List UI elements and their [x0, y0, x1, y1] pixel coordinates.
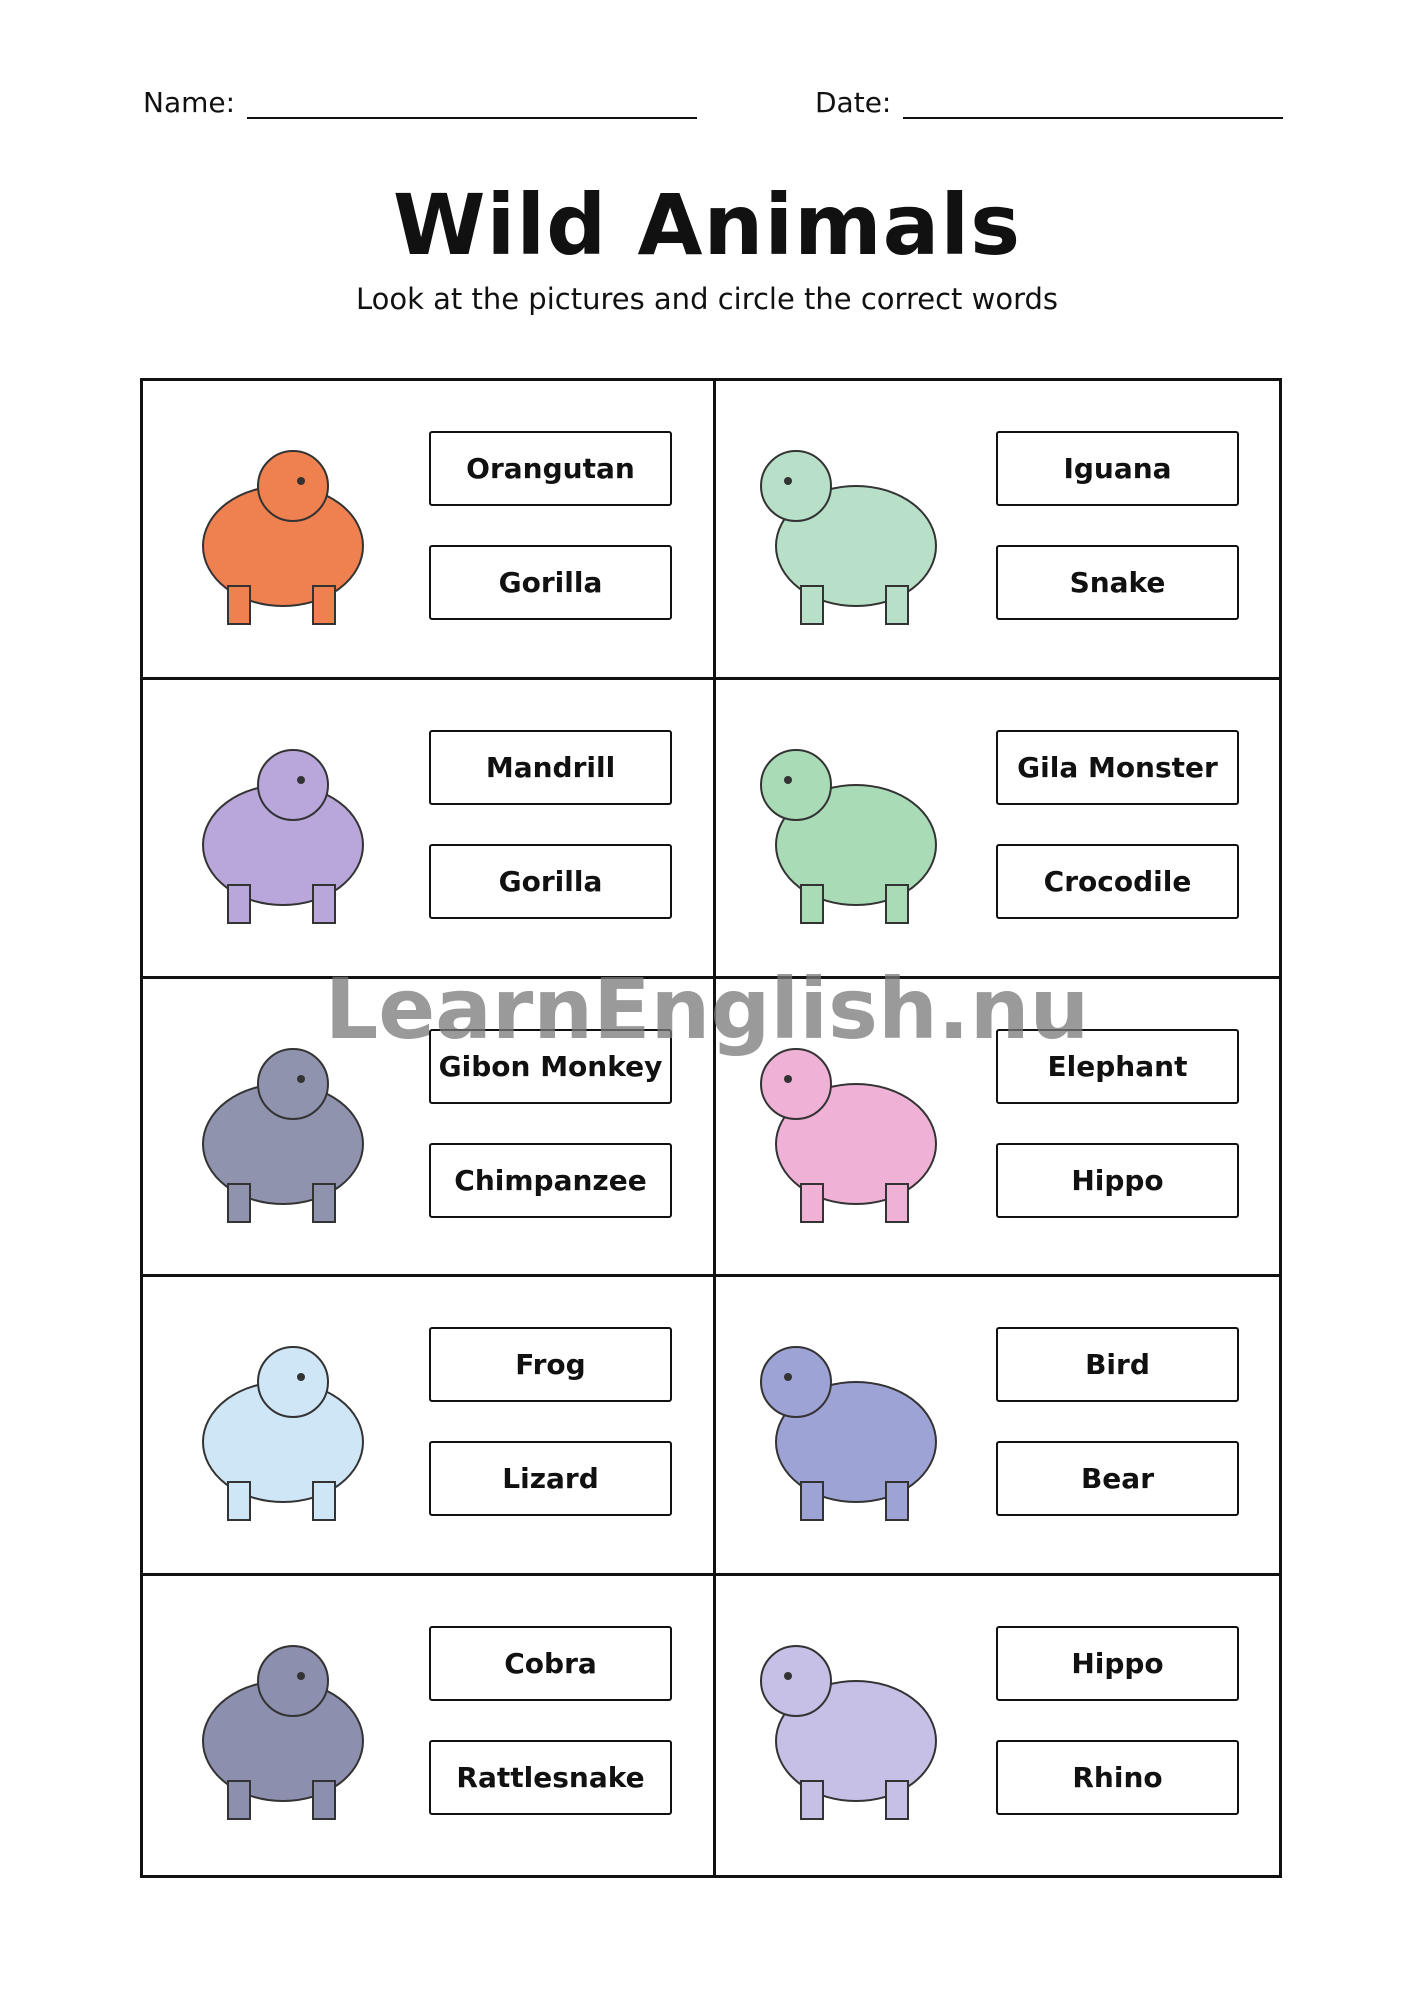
option-button[interactable]: Gorilla — [429, 545, 672, 620]
animal-cell-cobra — [143, 1576, 716, 1875]
option-button[interactable]: Cobra — [429, 1626, 672, 1701]
animal-cell-frog — [143, 1277, 716, 1576]
date-line[interactable] — [903, 87, 1283, 119]
option-button[interactable]: Mandrill — [429, 730, 672, 805]
rhino-icon — [756, 1616, 956, 1826]
watermark: LearnEnglish.nu — [324, 960, 1090, 1058]
snake-icon — [756, 421, 956, 631]
name-label: Name: — [143, 86, 236, 119]
chimpanzee-icon — [183, 1019, 383, 1229]
date-field[interactable] — [815, 86, 1283, 119]
option-button[interactable]: Crocodile — [996, 844, 1239, 919]
option-button[interactable]: Gila Monster — [996, 730, 1239, 805]
animal-cell-snake — [716, 381, 1279, 680]
option-button[interactable]: Rhino — [996, 1740, 1239, 1815]
instructions: Look at the pictures and circle the correct words — [355, 282, 1059, 316]
orangutan-icon — [183, 421, 383, 631]
animal-cell-chimpanzee — [143, 979, 716, 1278]
bear-icon — [756, 1317, 956, 1527]
elephant-icon — [756, 1019, 956, 1229]
cobra-icon — [183, 1616, 383, 1826]
option-button[interactable]: Iguana — [996, 431, 1239, 506]
animal-cell-bear — [716, 1277, 1279, 1576]
animal-cell-orangutan — [143, 381, 716, 680]
option-button[interactable]: Rattlesnake — [429, 1740, 672, 1815]
date-label: Date: — [815, 86, 892, 119]
animal-cell-rhino — [716, 1576, 1279, 1875]
option-button[interactable]: Lizard — [429, 1441, 672, 1516]
animal-cell-elephant — [716, 979, 1279, 1278]
option-button[interactable]: Snake — [996, 545, 1239, 620]
option-button[interactable]: Hippo — [996, 1143, 1239, 1218]
option-button[interactable]: Elephant — [996, 1029, 1239, 1104]
option-button[interactable]: Bear — [996, 1441, 1239, 1516]
option-button[interactable]: Bird — [996, 1327, 1239, 1402]
crocodile-icon — [756, 720, 956, 930]
page-title: Wild Animals — [392, 176, 1022, 274]
animal-cell-crocodile — [716, 680, 1279, 979]
option-button[interactable]: Gorilla — [429, 844, 672, 919]
option-button[interactable]: Hippo — [996, 1626, 1239, 1701]
name-field[interactable] — [143, 86, 697, 119]
animal-grid — [140, 378, 1282, 1878]
gorilla-icon — [183, 720, 383, 930]
option-button[interactable]: Chimpanzee — [429, 1143, 672, 1218]
option-button[interactable]: Frog — [429, 1327, 672, 1402]
name-line[interactable] — [247, 87, 697, 119]
option-button[interactable]: Gibon Monkey — [429, 1029, 672, 1104]
animal-cell-gorilla — [143, 680, 716, 979]
frog-icon — [183, 1317, 383, 1527]
option-button[interactable]: Orangutan — [429, 431, 672, 506]
